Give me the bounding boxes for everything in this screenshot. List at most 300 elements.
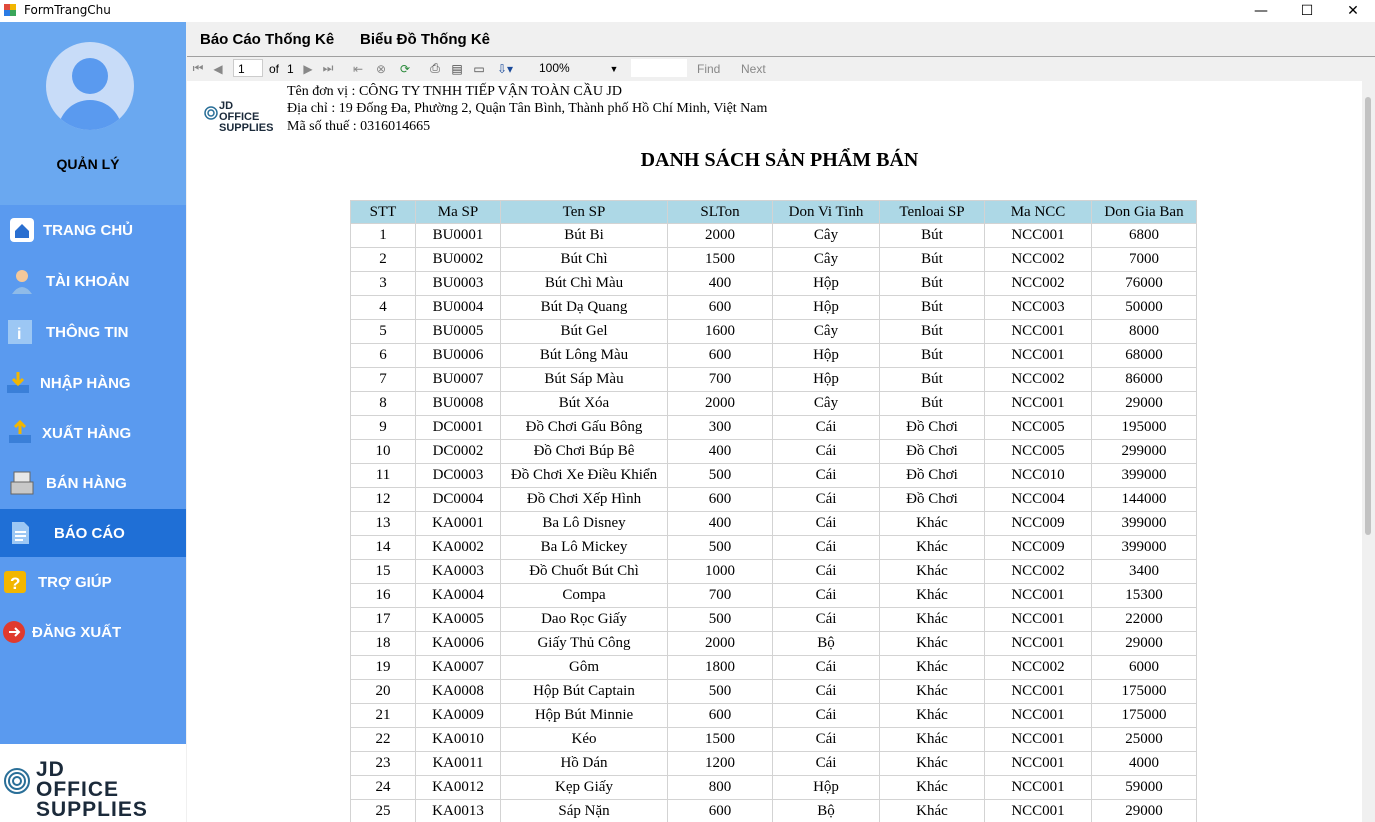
find-next-button[interactable]: Next [741, 61, 766, 76]
table-cell: 25 [351, 800, 416, 822]
table-cell: NCC002 [985, 656, 1092, 680]
table-cell: 15 [351, 560, 416, 584]
table-cell: Cái [773, 752, 880, 776]
cash-register-icon [8, 469, 36, 497]
table-row [351, 704, 1197, 728]
tab-strip [187, 22, 1375, 55]
back-icon[interactable]: ⇤ [352, 61, 364, 76]
sidebar-item-label: BÁO CÁO [54, 524, 125, 542]
table-cell: Khác [880, 776, 985, 800]
report-icon [6, 519, 34, 547]
sidebar-item-label: ĐĂNG XUẤT [32, 623, 122, 641]
app-icon [4, 4, 16, 16]
column-header: Don Gia Ban [1092, 201, 1197, 224]
table-row [351, 392, 1197, 416]
minimize-button[interactable]: — [1254, 3, 1268, 19]
table-cell: Hộp [773, 776, 880, 800]
table-cell: 1 [351, 224, 416, 248]
table-cell: Đồ Chuốt Bút Chì [501, 560, 668, 584]
report-toolbar [187, 56, 1375, 81]
table-row [351, 800, 1197, 822]
table-cell: 600 [668, 800, 773, 822]
stop-icon[interactable]: ⊗ [375, 61, 387, 76]
column-header: Ma SP [416, 201, 501, 224]
table-row [351, 464, 1197, 488]
sidebar-item-label: XUẤT HÀNG [42, 424, 132, 442]
table-cell: NCC001 [985, 344, 1092, 368]
table-cell: 1000 [668, 560, 773, 584]
table-row [351, 560, 1197, 584]
table-cell: 22000 [1092, 608, 1197, 632]
table-cell: 4 [351, 296, 416, 320]
sidebar-item-logout[interactable] [0, 614, 186, 650]
help-icon [1, 568, 29, 596]
sidebar-item-label: TRANG CHỦ [43, 221, 133, 239]
table-row [351, 296, 1197, 320]
table-cell: KA0011 [416, 752, 501, 776]
table-cell: Đồ Chơi [880, 488, 985, 512]
table-cell: Khác [880, 800, 985, 822]
table-cell: 600 [668, 296, 773, 320]
table-cell: NCC005 [985, 440, 1092, 464]
table-cell: 400 [668, 272, 773, 296]
table-cell: 29000 [1092, 632, 1197, 656]
table-cell: Cái [773, 728, 880, 752]
report-page [187, 81, 1362, 822]
brand-logo [0, 744, 186, 822]
table-cell: Khác [880, 752, 985, 776]
table-cell: 24 [351, 776, 416, 800]
table-cell: Cái [773, 512, 880, 536]
table-cell: 25000 [1092, 728, 1197, 752]
table-cell: Cái [773, 488, 880, 512]
table-cell: KA0009 [416, 704, 501, 728]
print-layout-icon[interactable]: ▤ [451, 61, 463, 76]
table-cell: 500 [668, 608, 773, 632]
table-cell: 700 [668, 368, 773, 392]
sidebar-item-help[interactable] [0, 564, 186, 600]
table-cell: 15300 [1092, 584, 1197, 608]
table-row [351, 416, 1197, 440]
table-cell: Bút [880, 368, 985, 392]
table-cell: Hộp Bút Captain [501, 680, 668, 704]
window-title: FormTrangChu [24, 3, 111, 17]
table-cell: 6000 [1092, 656, 1197, 680]
table-cell: 11 [351, 464, 416, 488]
report-logo-text: JD OFFICE SUPPLIES [219, 100, 274, 134]
vertical-scrollbar[interactable] [1362, 81, 1375, 822]
table-cell: Bút Dạ Quang [501, 296, 668, 320]
table-cell: Bút Bi [501, 224, 668, 248]
table-cell: Hộp [773, 272, 880, 296]
table-cell: NCC001 [985, 608, 1092, 632]
table-cell: 800 [668, 776, 773, 800]
table-cell: BU0004 [416, 296, 501, 320]
table-cell: Bút Sáp Màu [501, 368, 668, 392]
sidebar [0, 22, 186, 822]
table-cell: Bút [880, 272, 985, 296]
table-cell: 86000 [1092, 368, 1197, 392]
table-cell: Khác [880, 584, 985, 608]
table-cell: 399000 [1092, 464, 1197, 488]
table-cell: Cái [773, 416, 880, 440]
table-cell: 500 [668, 680, 773, 704]
table-cell: Đồ Chơi Xếp Hình [501, 488, 668, 512]
table-cell: Hồ Dán [501, 752, 668, 776]
table-cell: BU0003 [416, 272, 501, 296]
of-label: of [269, 61, 280, 76]
sidebar-item-import[interactable] [0, 365, 186, 401]
table-cell: NCC001 [985, 680, 1092, 704]
avatar [46, 42, 134, 130]
table-row [351, 776, 1197, 800]
table-cell: 600 [668, 344, 773, 368]
svg-text:i: i [17, 326, 22, 343]
table-cell: Cái [773, 608, 880, 632]
table-cell: 14 [351, 536, 416, 560]
maximize-button[interactable]: ☐ [1300, 3, 1314, 19]
table-cell: Cây [773, 248, 880, 272]
table-cell: 195000 [1092, 416, 1197, 440]
report-title: DANH SÁCH SẢN PHẨM BÁN [640, 149, 919, 171]
table-cell: 1500 [668, 728, 773, 752]
table-cell: KA0013 [416, 800, 501, 822]
table-cell: 500 [668, 536, 773, 560]
table-cell: Bút [880, 248, 985, 272]
refresh-icon[interactable]: ⟳ [399, 61, 411, 76]
table-cell: 500 [668, 464, 773, 488]
title-bar [0, 0, 1375, 22]
sidebar-item-info[interactable] [0, 314, 186, 350]
sidebar-item-report[interactable] [0, 509, 186, 557]
table-cell: 7000 [1092, 248, 1197, 272]
table-cell: Bút Gel [501, 320, 668, 344]
table-cell: Bút [880, 344, 985, 368]
table-cell: Khác [880, 536, 985, 560]
table-cell: 175000 [1092, 680, 1197, 704]
table-cell: 18 [351, 632, 416, 656]
table-cell: 300 [668, 416, 773, 440]
logo-swirl-icon [203, 105, 219, 121]
table-cell: Đồ Chơi Gấu Bông [501, 416, 668, 440]
table-cell: 76000 [1092, 272, 1197, 296]
column-header: Tenloai SP [880, 201, 985, 224]
table-row [351, 488, 1197, 512]
print-icon[interactable]: ⎙ [430, 61, 440, 75]
table-cell: BU0002 [416, 248, 501, 272]
table-cell: 600 [668, 488, 773, 512]
table-cell: Dao Rọc Giấy [501, 608, 668, 632]
table-cell: 50000 [1092, 296, 1197, 320]
table-cell: Bút [880, 320, 985, 344]
table-cell: 2000 [668, 632, 773, 656]
table-cell: NCC001 [985, 224, 1092, 248]
table-cell: 400 [668, 512, 773, 536]
column-header: SLTon [668, 201, 773, 224]
page-number-input[interactable]: 1 [233, 59, 263, 77]
table-cell: 1800 [668, 656, 773, 680]
table-cell: 23 [351, 752, 416, 776]
logo-text: JD OFFICE SUPPLIES [36, 758, 148, 821]
column-header: Ten SP [501, 201, 668, 224]
table-cell: NCC005 [985, 416, 1092, 440]
table-cell: 2 [351, 248, 416, 272]
table-cell: Cái [773, 584, 880, 608]
close-button[interactable]: ✕ [1347, 3, 1359, 19]
table-cell: 6800 [1092, 224, 1197, 248]
table-cell: 2000 [668, 224, 773, 248]
table-cell: 5 [351, 320, 416, 344]
table-cell: NCC002 [985, 248, 1092, 272]
product-table [350, 200, 1197, 822]
table-cell: 1200 [668, 752, 773, 776]
table-cell: Khác [880, 632, 985, 656]
table-cell: KA0010 [416, 728, 501, 752]
table-cell: 59000 [1092, 776, 1197, 800]
table-cell: Đồ Chơi [880, 416, 985, 440]
svg-text:?: ? [10, 574, 21, 593]
table-cell: KA0012 [416, 776, 501, 800]
table-cell: DC0002 [416, 440, 501, 464]
table-cell: Cây [773, 392, 880, 416]
table-cell: Khác [880, 728, 985, 752]
table-cell: BU0008 [416, 392, 501, 416]
table-cell: Bút [880, 224, 985, 248]
table-cell: Cái [773, 464, 880, 488]
table-cell: 144000 [1092, 488, 1197, 512]
find-button[interactable]: Find [697, 61, 721, 76]
table-cell: Hộp [773, 368, 880, 392]
table-cell: KA0001 [416, 512, 501, 536]
table-cell: 13 [351, 512, 416, 536]
table-cell: NCC001 [985, 704, 1092, 728]
table-cell: 600 [668, 704, 773, 728]
table-cell: BU0007 [416, 368, 501, 392]
table-cell: 4000 [1092, 752, 1197, 776]
table-cell: 3 [351, 272, 416, 296]
table-cell: Cái [773, 560, 880, 584]
chevron-down-icon[interactable]: ▼ [609, 63, 619, 74]
table-cell: Cái [773, 704, 880, 728]
company-name: Tên đơn vị : CÔNG TY TNHH TIẾP VẬN TOÀN CẦU JD [287, 84, 622, 99]
table-row [351, 680, 1197, 704]
column-header: Ma NCC [985, 201, 1092, 224]
table-cell: Ba Lô Disney [501, 512, 668, 536]
table-row [351, 656, 1197, 680]
table-cell: Cây [773, 224, 880, 248]
table-cell: KA0007 [416, 656, 501, 680]
table-row [351, 584, 1197, 608]
table-cell: NCC001 [985, 320, 1092, 344]
table-row [351, 248, 1197, 272]
table-cell: 9 [351, 416, 416, 440]
table-cell: NCC001 [985, 392, 1092, 416]
table-cell: NCC002 [985, 560, 1092, 584]
table-cell: NCC003 [985, 296, 1092, 320]
table-row [351, 368, 1197, 392]
table-cell: Bút Lông Màu [501, 344, 668, 368]
table-row [351, 512, 1197, 536]
table-cell: Đồ Chơi [880, 440, 985, 464]
table-cell: Khác [880, 560, 985, 584]
table-cell: Cái [773, 680, 880, 704]
page-setup-icon[interactable]: ▭ [473, 61, 485, 76]
table-cell: Khác [880, 608, 985, 632]
table-cell: 10 [351, 440, 416, 464]
export-icon[interactable]: ⇩▾ [496, 61, 514, 76]
table-cell: 16 [351, 584, 416, 608]
tab-chart[interactable]: Biểu Đồ Thống Kê [360, 31, 490, 48]
table-cell: NCC010 [985, 464, 1092, 488]
table-cell: 8000 [1092, 320, 1197, 344]
table-cell: Ba Lô Mickey [501, 536, 668, 560]
table-cell: NCC004 [985, 488, 1092, 512]
table-row [351, 320, 1197, 344]
table-cell: 6 [351, 344, 416, 368]
report-logo [203, 100, 274, 134]
table-cell: Bút Xóa [501, 392, 668, 416]
table-cell: Cái [773, 656, 880, 680]
sidebar-item-account[interactable] [0, 263, 186, 299]
sidebar-item-label: TRỢ GIÚP [38, 573, 112, 591]
table-cell: Hộp [773, 296, 880, 320]
table-cell: NCC002 [985, 368, 1092, 392]
table-cell: NCC009 [985, 536, 1092, 560]
table-cell: KA0002 [416, 536, 501, 560]
company-tax-code: Mã số thuế : 0316014665 [287, 119, 431, 134]
table-cell: NCC001 [985, 728, 1092, 752]
table-cell: DC0003 [416, 464, 501, 488]
table-cell: DC0001 [416, 416, 501, 440]
table-cell: Hộp [773, 344, 880, 368]
prev-page-icon[interactable]: ◀ [213, 61, 223, 76]
sidebar-item-sales[interactable] [0, 465, 186, 501]
table-cell: DC0004 [416, 488, 501, 512]
table-cell: 399000 [1092, 536, 1197, 560]
sidebar-item-label: BÁN HÀNG [46, 474, 127, 492]
table-cell: NCC001 [985, 632, 1092, 656]
find-input[interactable] [631, 59, 687, 77]
table-cell: 29000 [1092, 392, 1197, 416]
user-role: QUẢN LÝ [56, 156, 120, 172]
table-cell: 7 [351, 368, 416, 392]
table-cell: Bút Chì Màu [501, 272, 668, 296]
user-icon [8, 267, 36, 295]
table-cell: 20 [351, 680, 416, 704]
column-header: STT [351, 201, 416, 224]
last-page-icon[interactable]: ⏭ [322, 61, 334, 75]
table-cell: Đồ Chơi [880, 464, 985, 488]
table-cell: Bút [880, 392, 985, 416]
next-page-icon[interactable]: ▶ [303, 61, 313, 76]
table-row [351, 608, 1197, 632]
table-cell: NCC001 [985, 800, 1092, 822]
sidebar-item-home[interactable] [0, 212, 186, 248]
table-cell: NCC002 [985, 272, 1092, 296]
table-cell: Hộp Bút Minnie [501, 704, 668, 728]
table-cell: 400 [668, 440, 773, 464]
table-cell: NCC001 [985, 752, 1092, 776]
zoom-select[interactable]: 100% [535, 59, 621, 77]
table-cell: BU0005 [416, 320, 501, 344]
first-page-icon[interactable]: ⏮ [192, 61, 204, 75]
table-cell: Kẹp Giấy [501, 776, 668, 800]
table-cell: Cây [773, 320, 880, 344]
table-cell: 68000 [1092, 344, 1197, 368]
table-cell: NCC001 [985, 584, 1092, 608]
table-row [351, 536, 1197, 560]
export-icon [6, 419, 34, 447]
table-cell: 29000 [1092, 800, 1197, 822]
table-cell: NCC009 [985, 512, 1092, 536]
home-icon [8, 216, 36, 244]
info-icon [6, 318, 34, 346]
tab-report[interactable]: Báo Cáo Thống Kê [200, 31, 335, 48]
table-cell: 22 [351, 728, 416, 752]
table-cell: KA0006 [416, 632, 501, 656]
table-cell: 700 [668, 584, 773, 608]
table-cell: Khác [880, 680, 985, 704]
sidebar-item-export[interactable] [0, 415, 186, 451]
company-address: Địa chỉ : 19 Đống Đa, Phường 2, Quận Tân Bình, Thành phố Hồ Chí Minh, Việt Nam [287, 101, 768, 116]
table-cell: 19 [351, 656, 416, 680]
table-cell: Bút Chì [501, 248, 668, 272]
table-cell: Sáp Nặn [501, 800, 668, 822]
table-cell: 3400 [1092, 560, 1197, 584]
table-cell: 8 [351, 392, 416, 416]
table-cell: Gôm [501, 656, 668, 680]
table-row [351, 344, 1197, 368]
table-cell: Cái [773, 440, 880, 464]
table-cell: Khác [880, 704, 985, 728]
table-row [351, 224, 1197, 248]
column-header: Don Vi Tinh [773, 201, 880, 224]
import-icon [4, 369, 32, 397]
table-cell: KA0005 [416, 608, 501, 632]
table-cell: 21 [351, 704, 416, 728]
table-cell: 1600 [668, 320, 773, 344]
table-cell: Khác [880, 512, 985, 536]
sidebar-item-label: THÔNG TIN [46, 323, 129, 341]
table-cell: Compa [501, 584, 668, 608]
table-cell: 17 [351, 608, 416, 632]
logo-swirl-icon [2, 766, 32, 796]
table-cell: Bút [880, 296, 985, 320]
table-cell: 399000 [1092, 512, 1197, 536]
table-cell: 175000 [1092, 704, 1197, 728]
table-cell: Đồ Chơi Búp Bê [501, 440, 668, 464]
profile-panel [0, 22, 186, 205]
table-row [351, 752, 1197, 776]
table-cell: Cái [773, 536, 880, 560]
table-row [351, 728, 1197, 752]
table-cell: NCC001 [985, 776, 1092, 800]
table-cell: BU0001 [416, 224, 501, 248]
scrollbar-thumb[interactable] [1365, 97, 1371, 535]
table-row [351, 272, 1197, 296]
table-cell: Bộ [773, 632, 880, 656]
table-header-row [351, 201, 1197, 224]
sidebar-item-label: NHẬP HÀNG [40, 374, 131, 392]
table-cell: BU0006 [416, 344, 501, 368]
table-cell: 2000 [668, 392, 773, 416]
table-cell: Bộ [773, 800, 880, 822]
table-cell: Đồ Chơi Xe Điều Khiển [501, 464, 668, 488]
total-pages: 1 [287, 61, 294, 76]
table-cell: Giấy Thủ Công [501, 632, 668, 656]
table-row [351, 632, 1197, 656]
table-cell: KA0003 [416, 560, 501, 584]
